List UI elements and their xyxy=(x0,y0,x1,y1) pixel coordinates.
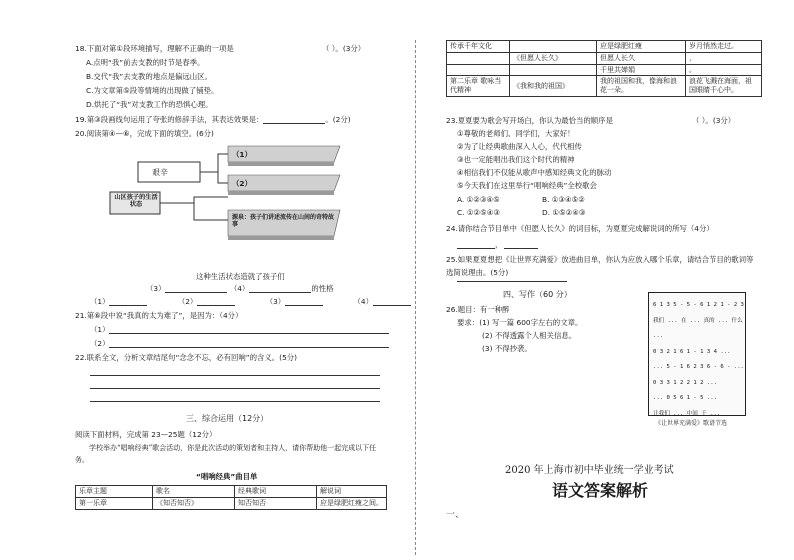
q22-stem: 22.联系全文，分析文章结尾句“念念不忘，必有回响”的含义。(5分) xyxy=(75,353,298,362)
q25-stem: 25.如果夏夏想把《让世界充满爱》放进曲目单，你认为应放入哪个乐章，请结合节目的歌词等选简说理由。(5分) xyxy=(446,255,754,277)
q23-item-4: ④相信我们不仅能从歌声中感知经典文化的脉动 xyxy=(457,168,612,177)
table-cell xyxy=(510,41,597,53)
answer-section-one: 一、 xyxy=(446,510,465,520)
q23-options-row-1: A. ①②③④⑤ B. ①③④⑤② xyxy=(457,195,585,204)
score-row: 0 3 2 1 6 1 - 1 3 4 ... xyxy=(653,348,731,355)
diagram-caption: 这种生活状态造就了孩子们 xyxy=(196,272,285,281)
section4-title: 四、写作（60 分） xyxy=(503,290,572,299)
q22-answer-line-1[interactable] xyxy=(90,375,380,376)
score-row: 6 1 3 5 - 5 - 6 1 2 1 - 2 3 xyxy=(653,302,744,308)
q18-option-d: D.烘托了“我”对支教工作的恐惧心理。 xyxy=(86,100,213,109)
table-header: 解说词 xyxy=(317,486,387,498)
q25-answer-line[interactable] xyxy=(457,281,567,282)
q26-title: 26.题目：有一种醉 xyxy=(446,305,510,314)
table-cell: 知否知否 xyxy=(235,497,317,509)
table-header: 歌名 xyxy=(153,486,235,498)
q21-stem: 21.第⑥段中说“我真的太为难了”，是因为：（4分） xyxy=(75,311,243,320)
table-cell xyxy=(447,64,510,76)
diagram-slot1: （1） xyxy=(232,150,252,159)
q21-blank-2[interactable] xyxy=(109,339,389,348)
q24-answer: ， xyxy=(457,240,538,254)
q23-item-1: ①尊敬的老师们、同学们，大家好！ xyxy=(457,129,575,138)
q24-blank-2[interactable] xyxy=(504,240,538,249)
table-row xyxy=(447,52,762,64)
table-row xyxy=(447,41,762,53)
table-cell: 《我和我的祖国》 xyxy=(510,76,597,97)
score-row: ... 5 - 1 6 2 3 6 - 6 - ... xyxy=(653,364,744,370)
score-row: ... 0 5 6 1 - 5 ... xyxy=(653,395,717,401)
playlist-table-top xyxy=(75,485,387,510)
q21-line-2: （2） xyxy=(90,339,389,353)
q26-requirement-2: (2) 不得透露个人相关信息。 xyxy=(482,331,577,340)
q23-paren: （ ）。(3分） xyxy=(692,116,736,125)
answer-exam-title: 2020 年上海市初中毕业统一学业考试 xyxy=(505,465,674,476)
song-score-image xyxy=(648,292,746,416)
q20-blank-2[interactable] xyxy=(197,297,235,306)
q18-stem: 18.下面对第①段环境描写，理解不正确的一项是 xyxy=(75,44,234,53)
q23-item-3: ③也一定能唱出我们这个时代的精神 xyxy=(457,155,575,164)
q21-blank-1[interactable] xyxy=(109,325,389,334)
diagram-slot2: （2） xyxy=(232,179,252,188)
playlist-title: “唱响经典”曲目单 xyxy=(196,472,258,481)
table-cell: 第二乐章 歌咏当代精神 xyxy=(447,76,510,97)
diagram-center-label: 艰辛 xyxy=(152,168,168,177)
section3-title: 三、综合运用（12分） xyxy=(186,414,269,423)
q20-blank-4[interactable] xyxy=(373,297,411,306)
table-cell: 浪花飞溅在海面，祖国眼睛千心中。 xyxy=(686,76,762,97)
q23-item-5: ⑤今天我们在这里举行“唱响经典”全校歌会 xyxy=(457,181,597,190)
table-row xyxy=(447,76,762,97)
playlist-table-continued xyxy=(446,40,762,97)
table-cell xyxy=(447,52,510,64)
table-cell: 千里共婵娟 xyxy=(597,64,686,76)
q21-line-1: （1） xyxy=(90,325,389,339)
score-row: 0 3 3 1 2 2 1 2 ... xyxy=(653,379,717,386)
table-cell: ， xyxy=(686,52,762,64)
table-cell: 第一乐章 xyxy=(76,497,153,509)
table-cell: 但愿人长久 xyxy=(597,52,686,64)
table-cell: 。 xyxy=(686,64,762,76)
table-row xyxy=(447,64,762,76)
page-divider xyxy=(415,40,416,555)
center-box xyxy=(138,162,200,182)
q20-blank-1[interactable] xyxy=(109,297,147,306)
table-cell xyxy=(510,64,597,76)
q26-requirement-label: 要求：(1) 写一篇 600字左右的文章。 xyxy=(457,318,583,327)
section3-paragraph: 学校举办“唱响经典”歌会活动，你是此次活动的策划者和主持人，请你帮助他一起完成以下任务。 xyxy=(75,444,377,464)
q20-blank-3[interactable] xyxy=(285,297,323,306)
diagram-left-label: 山区孩子的生活状态 xyxy=(114,194,158,209)
table-cell: 应是绿肥红瘦 xyxy=(597,41,686,53)
table-header: 经典歌词 xyxy=(235,486,317,498)
table-row xyxy=(76,497,387,509)
q23-item-2: ②为了让经典歌曲深入人心，代代相传 xyxy=(457,142,582,151)
table-cell: 岁月悄然走过。 xyxy=(686,41,762,53)
q19-answer-blank[interactable] xyxy=(263,115,325,124)
q23-options-row-2: C. ①②⑤④③ D. ①⑤②④③ xyxy=(457,208,586,217)
q18-option-c: C.为文章第⑤段等情境的出现做了铺垫。 xyxy=(86,86,219,95)
table-header-row xyxy=(76,486,387,498)
table-cell: 应是绿肥红瘦之间。 xyxy=(317,497,387,509)
q19-stem: 19.第③段画线句运用了夸张的修辞手法，其表达效果是： 。(2分) xyxy=(75,115,351,124)
song-score-caption: 《让世界充满爱》歌谱节选 xyxy=(655,420,728,427)
diagram-traits-row: （3） （4） 的性格 xyxy=(146,284,334,293)
q18-paren: （ ）。(3分） xyxy=(322,44,366,53)
table-header: 乐章主题 xyxy=(76,486,153,498)
q22-answer-line-2[interactable] xyxy=(90,388,380,389)
q20-answer-row: （1） （2） （3） （4） xyxy=(90,297,411,311)
q24-stem: 24.请你结合节目单中《但愿人长久》的词目标，为夏夏完成解说词的所写（4分） xyxy=(446,224,714,233)
q23-stem: 23.夏夏要为歌会写开场白，你认为最恰当的顺序是 xyxy=(446,116,613,125)
q20-stem: 20.阅读第④—⑥，完成下面的填空。(6分) xyxy=(75,129,214,138)
table-cell: 我的祖国和我，像海和浪花一朵。 xyxy=(597,76,686,97)
section3-intro: 阅读下面材料，完成第 23—25题（12分） xyxy=(75,430,217,439)
answer-main-title: 语文答案解析 xyxy=(552,481,649,500)
score-row: 让我们 ... 中间 千 ... xyxy=(653,410,721,417)
q18-option-a: A.点明“我”前去支教的时节是春季。 xyxy=(86,58,205,67)
q24-blank-1[interactable] xyxy=(457,240,495,249)
table-cell: 《但愿人长久》 xyxy=(510,52,597,64)
q26-requirement-3: (3) 不得抄袭。 xyxy=(482,344,532,353)
score-row: 我们 ... 在 ... 真的 ... 什么 ... xyxy=(653,317,743,339)
diagram-slot3: 源泉：孩子们讲述流传在山间的奇特故事 xyxy=(232,214,335,229)
table-cell: 《知否知否》 xyxy=(153,497,235,509)
q18-option-b: B.交代“我”去支教的地点是偏远山区。 xyxy=(86,72,212,81)
table-cell: 传承千年文化 xyxy=(447,41,510,53)
q22-answer-line-3[interactable] xyxy=(90,401,380,402)
